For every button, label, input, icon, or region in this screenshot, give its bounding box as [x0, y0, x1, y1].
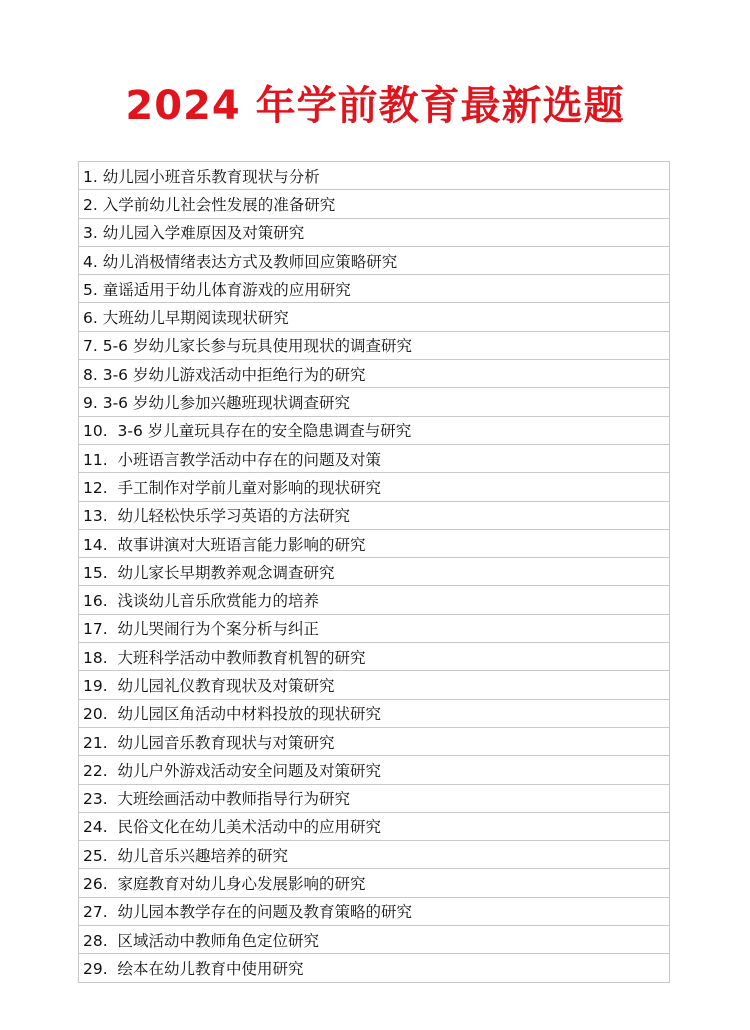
page-title: 2024 年学前教育最新选题 [125, 83, 625, 129]
topic-row [79, 671, 670, 699]
topic-cell: 17. 幼儿哭闹行为个案分析与纠正 [79, 614, 670, 642]
topic-row [79, 784, 670, 812]
topic-cell: 10. 3-6 岁儿童玩具存在的安全隐患调查与研究 [79, 416, 670, 444]
topic-row [79, 727, 670, 755]
topic-list-table [78, 161, 670, 983]
topic-cell: 5. 童谣适用于幼儿体育游戏的应用研究 [79, 275, 670, 303]
topic-row [79, 275, 670, 303]
topic-cell: 18. 大班科学活动中教师教育机智的研究 [79, 643, 670, 671]
topic-row [79, 360, 670, 388]
topic-cell: 27. 幼儿园本教学存在的问题及教育策略的研究 [79, 897, 670, 925]
topic-row [79, 954, 670, 982]
topic-row [79, 699, 670, 727]
topic-row [79, 501, 670, 529]
topic-row [79, 331, 670, 359]
topic-cell: 14. 故事讲演对大班语言能力影响的研究 [79, 529, 670, 557]
topic-cell: 25. 幼儿音乐兴趣培养的研究 [79, 841, 670, 869]
topic-row [79, 218, 670, 246]
topic-cell: 9. 3-6 岁幼儿参加兴趣班现状调查研究 [79, 388, 670, 416]
topic-row [79, 841, 670, 869]
topic-row [79, 558, 670, 586]
topic-cell: 2. 入学前幼儿社会性发展的准备研究 [79, 190, 670, 218]
topic-cell: 11. 小班语言教学活动中存在的问题及对策 [79, 444, 670, 472]
topic-row [79, 444, 670, 472]
topic-row [79, 416, 670, 444]
topic-cell: 6. 大班幼儿早期阅读现状研究 [79, 303, 670, 331]
topic-row [79, 529, 670, 557]
topic-row [79, 869, 670, 897]
topic-cell: 8. 3-6 岁幼儿游戏活动中拒绝行为的研究 [79, 360, 670, 388]
topic-cell: 26. 家庭教育对幼儿身心发展影响的研究 [79, 869, 670, 897]
topic-row [79, 473, 670, 501]
topic-row [79, 586, 670, 614]
topic-cell: 13. 幼儿轻松快乐学习英语的方法研究 [79, 501, 670, 529]
topic-cell: 23. 大班绘画活动中教师指导行为研究 [79, 784, 670, 812]
topic-row [79, 614, 670, 642]
topic-row [79, 190, 670, 218]
topic-cell: 29. 绘本在幼儿教育中使用研究 [79, 954, 670, 982]
topic-cell: 19. 幼儿园礼仪教育现状及对策研究 [79, 671, 670, 699]
topic-cell: 21. 幼儿园音乐教育现状与对策研究 [79, 727, 670, 755]
topic-cell: 12. 手工制作对学前儿童对影响的现状研究 [79, 473, 670, 501]
topic-cell: 4. 幼儿消极情绪表达方式及教师回应策略研究 [79, 246, 670, 274]
topic-cell: 3. 幼儿园入学难原因及对策研究 [79, 218, 670, 246]
topic-row [79, 246, 670, 274]
topic-row [79, 162, 670, 190]
topic-cell: 15. 幼儿家长早期教养观念调查研究 [79, 558, 670, 586]
topic-row [79, 643, 670, 671]
topic-row [79, 812, 670, 840]
topic-row [79, 897, 670, 925]
topic-row [79, 388, 670, 416]
topic-cell: 22. 幼儿户外游戏活动安全问题及对策研究 [79, 756, 670, 784]
topic-list [79, 162, 670, 983]
topic-cell: 24. 民俗文化在幼儿美术活动中的应用研究 [79, 812, 670, 840]
topic-row [79, 926, 670, 954]
topic-row [79, 756, 670, 784]
topic-cell: 7. 5-6 岁幼儿家长参与玩具使用现状的调查研究 [79, 331, 670, 359]
topic-cell: 1. 幼儿园小班音乐教育现状与分析 [79, 162, 670, 190]
topic-row [79, 303, 670, 331]
topic-cell: 28. 区域活动中教师角色定位研究 [79, 926, 670, 954]
topic-cell: 20. 幼儿园区角活动中材料投放的现状研究 [79, 699, 670, 727]
topic-cell: 16. 浅谈幼儿音乐欣赏能力的培养 [79, 586, 670, 614]
